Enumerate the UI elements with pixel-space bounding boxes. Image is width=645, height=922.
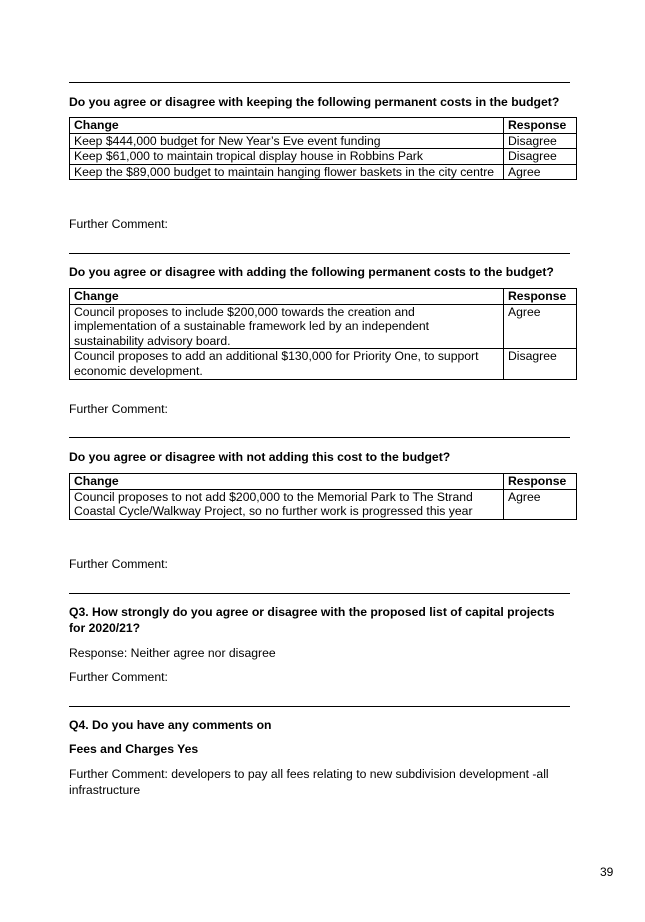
- q4-subheading: Fees and Charges Yes: [69, 742, 199, 756]
- table-header-row: [70, 118, 577, 134]
- response-cell: Agree: [504, 164, 577, 180]
- change-cell: Council proposes to add an additional $130,000 for Priority One, to support economic development.: [70, 349, 504, 379]
- response-cell: Disagree: [504, 149, 577, 165]
- response-cell: Agree: [504, 304, 577, 349]
- table-row: [70, 149, 577, 165]
- column-header-change: Change: [70, 118, 504, 134]
- column-header-response: Response: [504, 474, 577, 490]
- response-table: [69, 117, 577, 180]
- table-row: [70, 304, 577, 349]
- change-cell: Keep $61,000 to maintain tropical display house in Robbins Park: [70, 149, 504, 165]
- section-divider: [69, 437, 570, 438]
- q4-further-comment: Further Comment: developers to pay all fees relating to new subdivision development -all infrastructure: [69, 767, 549, 797]
- change-cell: Keep the $89,000 budget to maintain hanging flower baskets in the city centre: [70, 164, 504, 180]
- further-comment: Further Comment:: [69, 557, 168, 571]
- response-cell: Disagree: [504, 133, 577, 149]
- section-question: Do you agree or disagree with not adding this cost to the budget?: [69, 450, 451, 464]
- section-question: Do you agree or disagree with adding the following permanent costs to the budget?: [69, 265, 554, 279]
- further-comment: Further Comment:: [69, 670, 168, 684]
- section-question: Do you agree or disagree with keeping the following permanent costs in the budget?: [69, 95, 560, 109]
- q3-response: Response: Neither agree nor disagree: [69, 646, 276, 660]
- change-cell: Council proposes to include $200,000 towards the creation and implementation of a sustainable framework led by an independent sustainability advisory board.: [70, 304, 504, 349]
- response-table: [69, 473, 577, 520]
- further-comment: Further Comment:: [69, 217, 168, 231]
- change-cell: Keep $444,000 budget for New Year’s Eve event funding: [70, 133, 504, 149]
- table-header-row: [70, 474, 577, 490]
- section-divider: [69, 593, 570, 594]
- table-header-row: [70, 289, 577, 305]
- page-number: 39: [600, 865, 614, 879]
- table-row: [70, 164, 577, 180]
- further-comment: Further Comment:: [69, 402, 168, 416]
- column-header-response: Response: [504, 289, 577, 305]
- table-row: [70, 349, 577, 379]
- q4-question: Q4. Do you have any comments on: [69, 718, 272, 732]
- column-header-response: Response: [504, 118, 577, 134]
- column-header-change: Change: [70, 474, 504, 490]
- change-cell: Council proposes to not add $200,000 to the Memorial Park to The Strand Coastal Cycle/Walkway Project, so no further work is progressed this year: [70, 489, 504, 519]
- response-cell: Disagree: [504, 349, 577, 379]
- section-divider: [69, 706, 570, 707]
- response-table: [69, 288, 577, 380]
- table-row: [70, 489, 577, 519]
- column-header-change: Change: [70, 289, 504, 305]
- table-row: [70, 133, 577, 149]
- q3-question: Q3. How strongly do you agree or disagree with the proposed list of capital projects for 2020/21?: [69, 605, 555, 635]
- section-divider: [69, 253, 570, 254]
- section-divider: [69, 82, 570, 83]
- response-cell: Agree: [504, 489, 577, 519]
